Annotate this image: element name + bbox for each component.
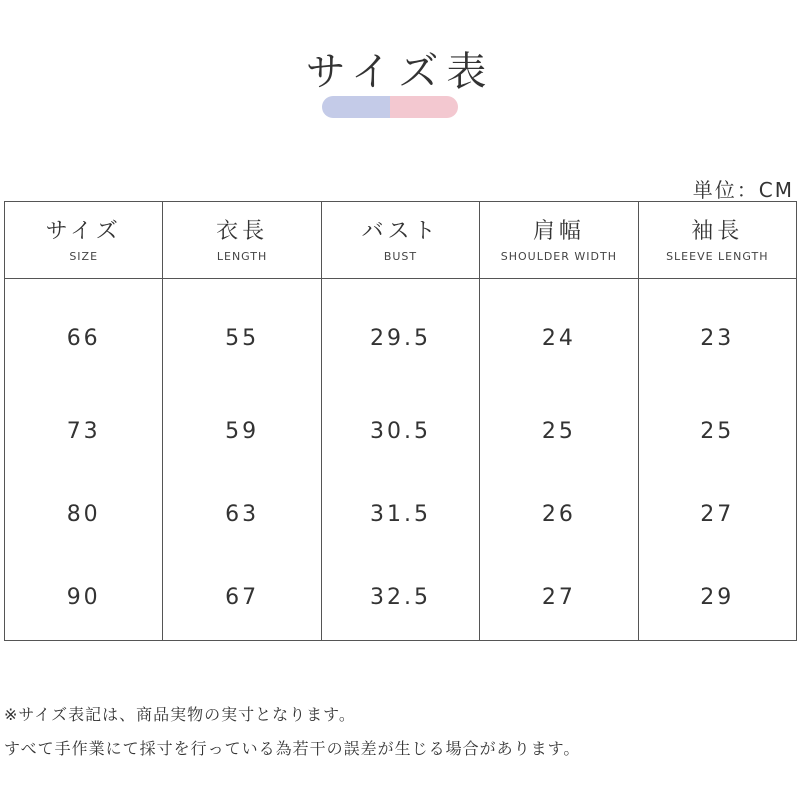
table-cell: 24 <box>480 279 638 390</box>
header-length-main: 衣長 <box>216 218 269 244</box>
table-cell: 73 <box>5 390 163 473</box>
header-shoulder-width-sub: SHOULDER WIDTH <box>500 249 617 263</box>
table-cell: 80 <box>5 473 163 556</box>
header-shoulder-width <box>480 202 638 279</box>
title-bar-blue-segment <box>322 96 390 118</box>
table-row <box>5 556 797 641</box>
header-length <box>163 202 321 279</box>
table-cell: 25 <box>480 390 638 473</box>
header-size-main: サイズ <box>45 218 122 244</box>
table-cell: 29.5 <box>321 279 479 390</box>
header-row <box>5 202 797 279</box>
title-bar-pink-segment <box>390 96 458 118</box>
page-title: サイズ表 <box>305 49 495 95</box>
table-cell: 90 <box>5 556 163 641</box>
header-size <box>5 202 163 279</box>
size-table <box>4 201 797 641</box>
table-cell: 29 <box>638 556 796 641</box>
table-cell: 26 <box>480 473 638 556</box>
table-cell: 25 <box>638 390 796 473</box>
table-row <box>5 390 797 473</box>
header-sleeve-length <box>638 202 796 279</box>
table-cell: 55 <box>163 279 321 390</box>
title-decoration-bar <box>322 96 458 118</box>
table-cell: 59 <box>163 390 321 473</box>
table-cell: 31.5 <box>321 473 479 556</box>
header-sleeve-length-sub: SLEEVE LENGTH <box>666 249 769 263</box>
note-measurement: ※サイズ表記は、商品実物の実寸となります。 <box>4 705 356 724</box>
header-bust-sub: BUST <box>383 249 418 263</box>
note-tolerance: すべて手作業にて採寸を行っている為若干の誤差が生じる場合があります。 <box>4 739 581 758</box>
table-cell: 27 <box>638 473 796 556</box>
table-cell: 23 <box>638 279 796 390</box>
table-cell: 32.5 <box>321 556 479 641</box>
table-cell: 66 <box>5 279 163 390</box>
table-cell: 63 <box>163 473 321 556</box>
header-sleeve-length-main: 袖長 <box>691 218 744 244</box>
table-row <box>5 473 797 556</box>
table-cell: 67 <box>163 556 321 641</box>
header-bust <box>321 202 479 279</box>
header-size-sub: SIZE <box>69 249 99 263</box>
header-length-sub: LENGTH <box>216 249 268 263</box>
header-shoulder-width-main: 肩幅 <box>532 218 585 244</box>
table-cell: 27 <box>480 556 638 641</box>
table-cell: 30.5 <box>321 390 479 473</box>
table-row <box>5 279 797 390</box>
unit-label: 単位：CM <box>692 178 794 202</box>
header-bust-main: バスト <box>361 218 440 244</box>
